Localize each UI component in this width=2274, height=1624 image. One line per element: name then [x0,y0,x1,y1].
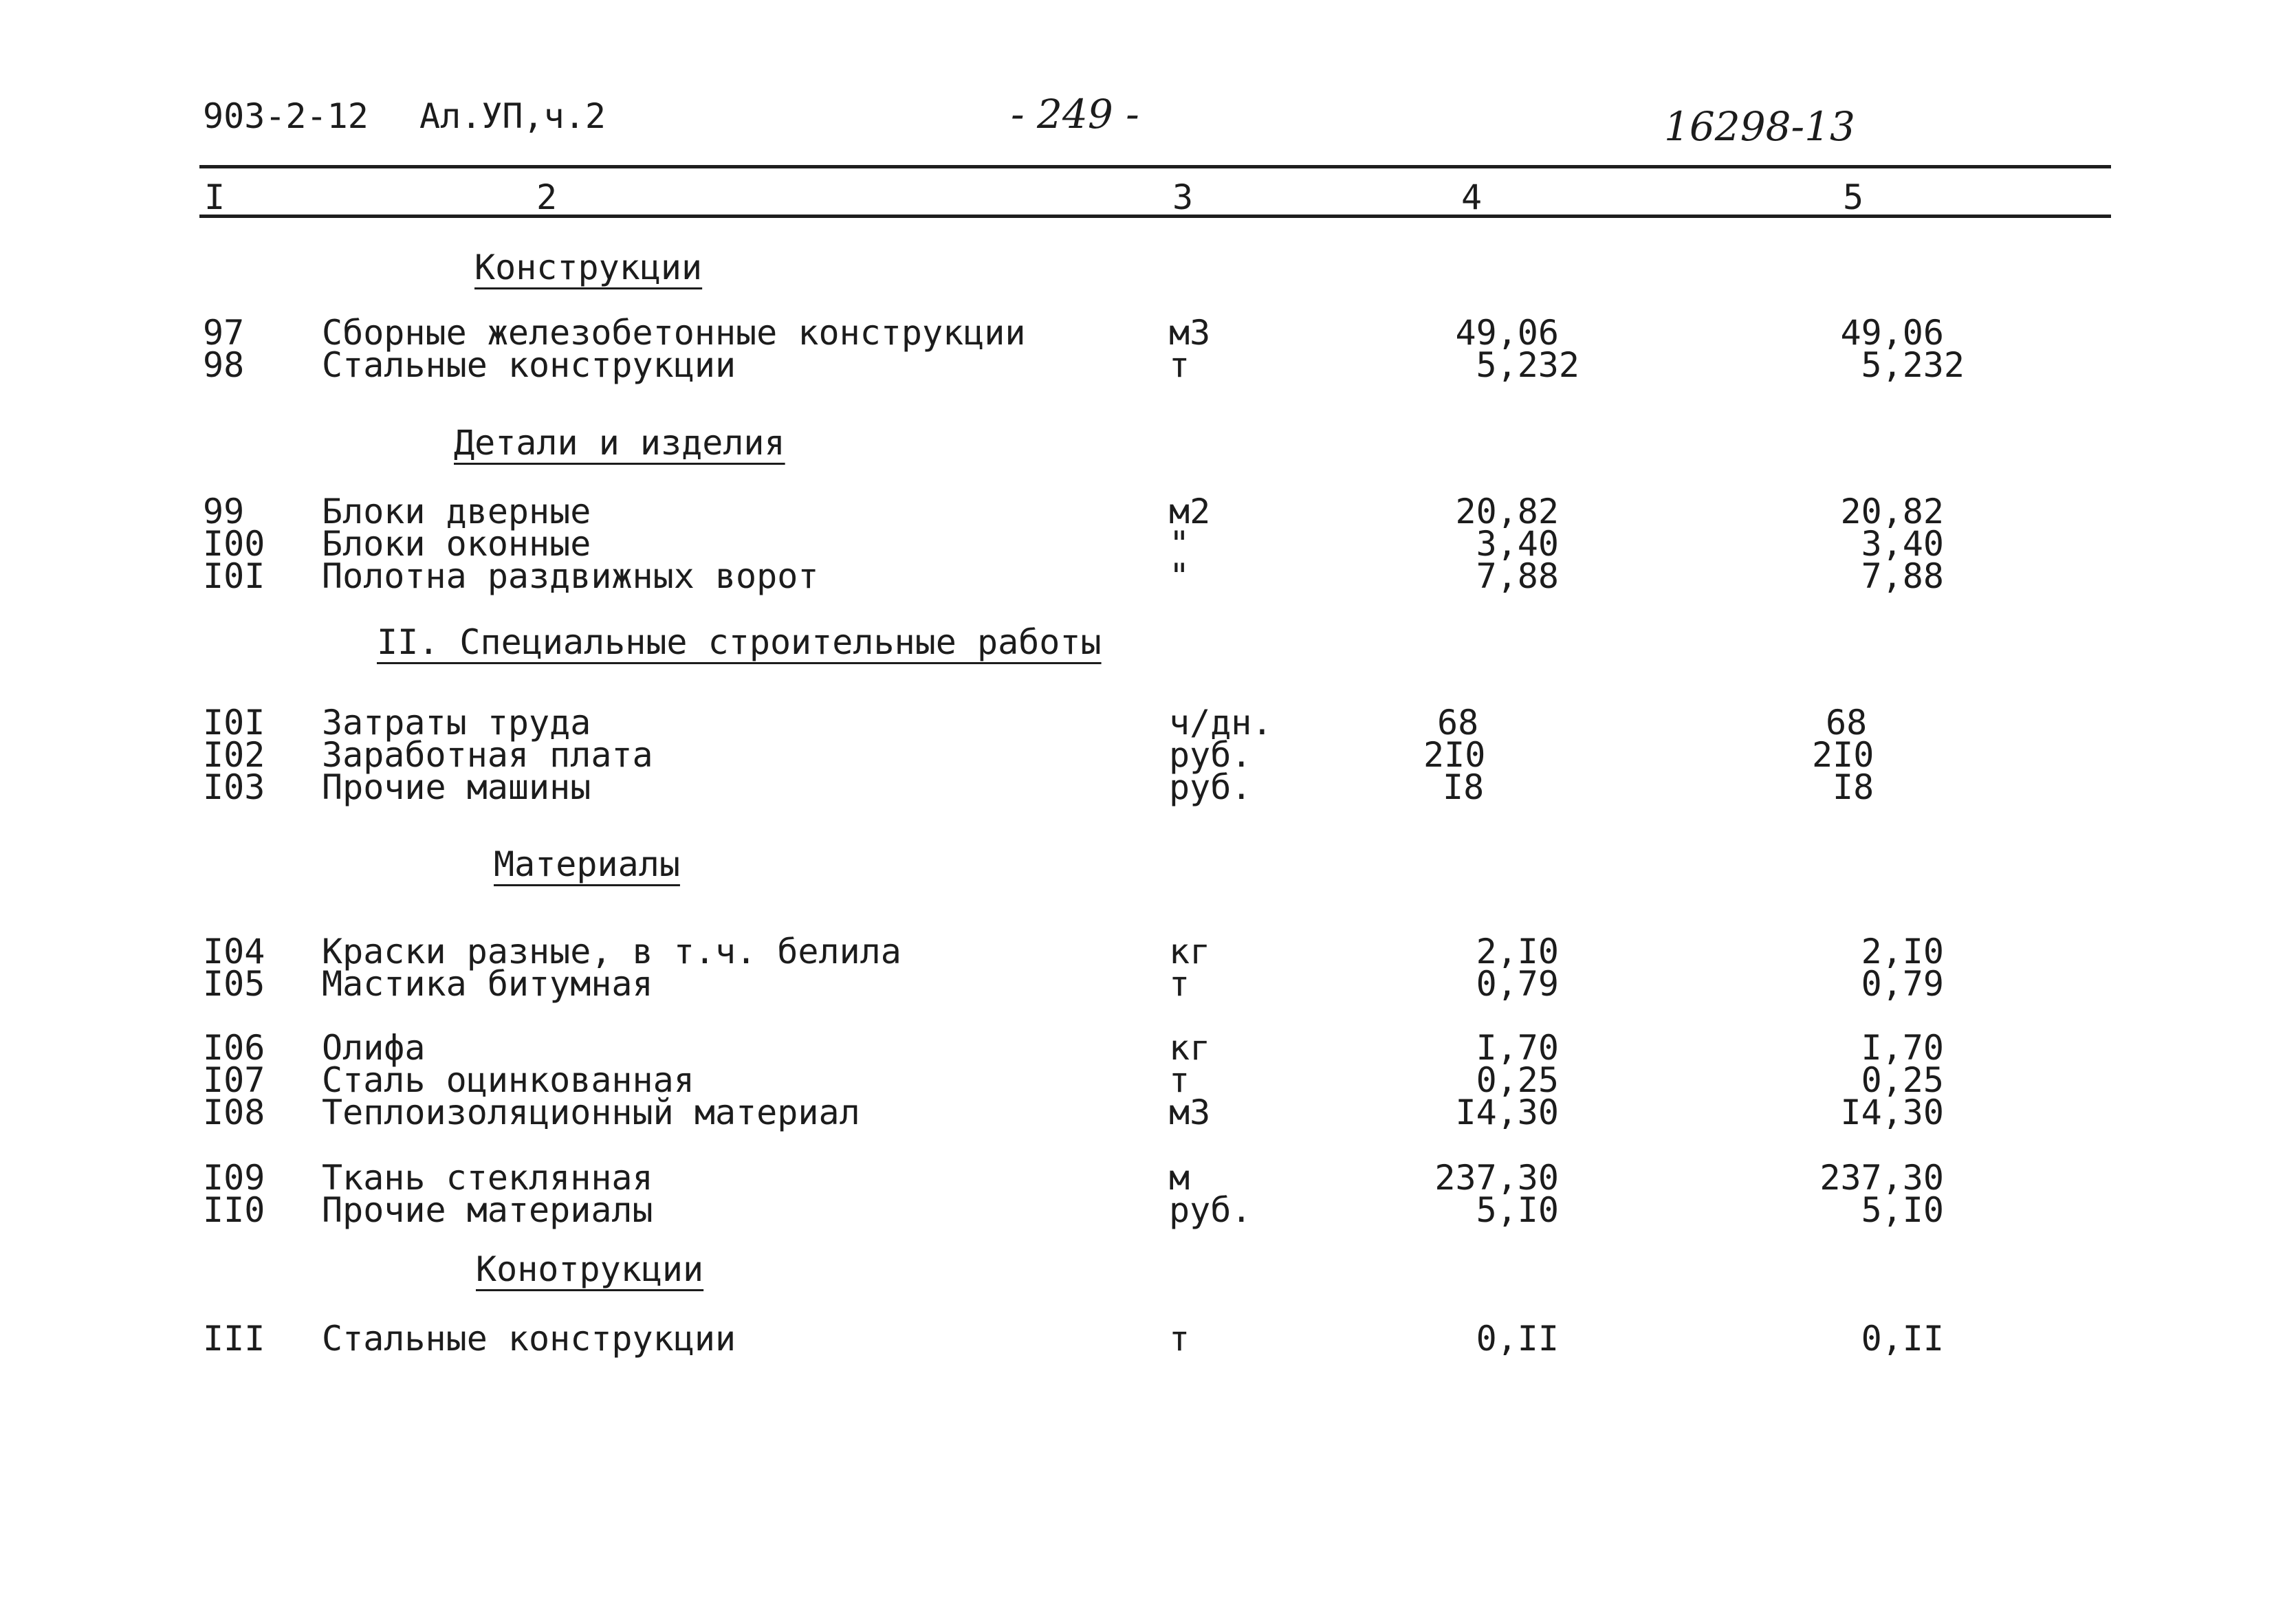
row-value-col4: 237,30 [1434,1158,1559,1198]
table-row [0,1158,2274,1198]
row-name: Краски разные, в т.ч. белила [322,932,901,972]
row-number: I0I [203,556,265,596]
row-unit: " [1169,524,1190,564]
row-value-col5: I4,30 [1840,1093,1944,1132]
table-row [0,1093,2274,1132]
row-name: Полотна раздвижных ворот [322,556,819,596]
row-value-col4: 3,40 [1476,524,1559,564]
row-number: I04 [203,932,265,972]
row-value-col4: 0,II [1476,1319,1559,1359]
table-row [0,556,2274,596]
table-row [0,492,2274,531]
row-value-col5: 20,82 [1840,492,1944,531]
sheet-code: 16298-13 [1664,103,1855,150]
table-row [0,1060,2274,1100]
row-name: Заработная плата [322,735,653,775]
album-reference: Ал.УП,ч.2 [419,96,606,136]
row-name: Ткань стеклянная [322,1158,653,1198]
column-header-5: 5 [1843,177,1864,217]
row-value-col4: I8 [1443,767,1485,807]
section-title-special-works: II. Специальные строительные работы [377,622,1102,662]
column-header-3: 3 [1172,177,1194,217]
row-unit: " [1169,556,1190,596]
row-number: 97 [203,313,245,353]
row-value-col4: 2I0 [1423,735,1486,775]
column-header-4: 4 [1461,177,1483,217]
row-number: I05 [203,964,265,1004]
row-value-col5: 49,06 [1840,313,1944,353]
table-row [0,1190,2274,1230]
row-name: Блоки дверные [322,492,591,531]
row-value-col4: 68 [1437,703,1479,743]
section-title-details: Детали и изделия [454,423,785,463]
row-value-col4: I4,30 [1455,1093,1559,1132]
row-value-col4: 49,06 [1455,313,1559,353]
row-value-col4: 5,232 [1476,345,1579,385]
table-row [0,964,2274,1004]
row-number: I07 [203,1060,265,1100]
doc-code: 903-2-12 [203,96,369,136]
row-value-col4: 5,I0 [1476,1190,1559,1230]
row-name: Стальные конструкции [322,1319,736,1359]
section-title-materials: Материалы [494,844,680,884]
row-unit: м3 [1169,313,1211,353]
table-row [0,524,2274,564]
row-value-col4: I,70 [1476,1028,1559,1068]
table-row [0,345,2274,385]
row-name: Затраты труда [322,703,591,743]
page-number: - 249 - [1011,91,1139,138]
row-unit: руб. [1169,767,1252,807]
row-value-col5: 0,II [1861,1319,1944,1359]
row-value-col4: 0,79 [1476,964,1559,1004]
row-number: I06 [203,1028,265,1068]
row-unit: м [1169,1158,1190,1198]
row-value-col4: 7,88 [1476,556,1559,596]
table-top-rule [199,165,2111,168]
row-number: I08 [203,1093,265,1132]
row-value-col5: 68 [1826,703,1868,743]
row-unit: т [1169,1060,1190,1100]
table-row [0,1319,2274,1359]
column-header-2: 2 [536,177,558,217]
section-title-constructions-2: Конотрукции [476,1249,704,1289]
row-number: I03 [203,767,265,807]
row-value-col4: 20,82 [1455,492,1559,531]
row-value-col5: 237,30 [1819,1158,1944,1198]
row-number: I00 [203,524,265,564]
row-value-col4: 2,I0 [1476,932,1559,972]
row-unit: м2 [1169,492,1211,531]
row-value-col5: I,70 [1861,1028,1944,1068]
row-name: Олифа [322,1028,426,1068]
row-name: Сталь оцинкованная [322,1060,695,1100]
row-value-col5: 0,79 [1861,964,1944,1004]
row-number: I09 [203,1158,265,1198]
row-unit: м3 [1169,1093,1211,1132]
row-unit: кг [1169,1028,1211,1068]
row-value-col4: 0,25 [1476,1060,1559,1100]
row-value-col5: I8 [1833,767,1874,807]
row-name: Стальные конструкции [322,345,736,385]
row-number: II0 [203,1190,265,1230]
row-name: Прочие машины [322,767,591,807]
table-row [0,932,2274,972]
row-unit: руб. [1169,1190,1252,1230]
column-header-1: I [204,177,226,217]
table-header-rule [199,215,2111,218]
table-row [0,735,2274,775]
row-value-col5: 5,232 [1861,345,1965,385]
row-name: Теплоизоляционный материал [322,1093,860,1132]
row-unit: руб. [1169,735,1252,775]
row-value-col5: 2I0 [1812,735,1874,775]
table-row [0,1028,2274,1068]
row-unit: т [1169,964,1190,1004]
row-number: 99 [203,492,245,531]
row-number: I0I [203,703,265,743]
row-unit: ч/дн. [1169,703,1273,743]
row-number: III [203,1319,265,1359]
row-value-col5: 5,I0 [1861,1190,1944,1230]
row-number: I02 [203,735,265,775]
row-value-col5: 2,I0 [1861,932,1944,972]
row-value-col5: 3,40 [1861,524,1944,564]
row-name: Мастика битумная [322,964,653,1004]
table-row [0,703,2274,743]
row-unit: т [1169,345,1190,385]
row-unit: т [1169,1319,1190,1359]
table-row [0,767,2274,807]
row-name: Блоки оконные [322,524,591,564]
table-row [0,313,2274,353]
row-number: 98 [203,345,245,385]
section-title-constructions: Конструкции [474,248,703,287]
row-value-col5: 0,25 [1861,1060,1944,1100]
row-name: Сборные железобетонные конструкции [322,313,1026,353]
row-name: Прочие материалы [322,1190,653,1230]
row-value-col5: 7,88 [1861,556,1944,596]
row-unit: кг [1169,932,1211,972]
